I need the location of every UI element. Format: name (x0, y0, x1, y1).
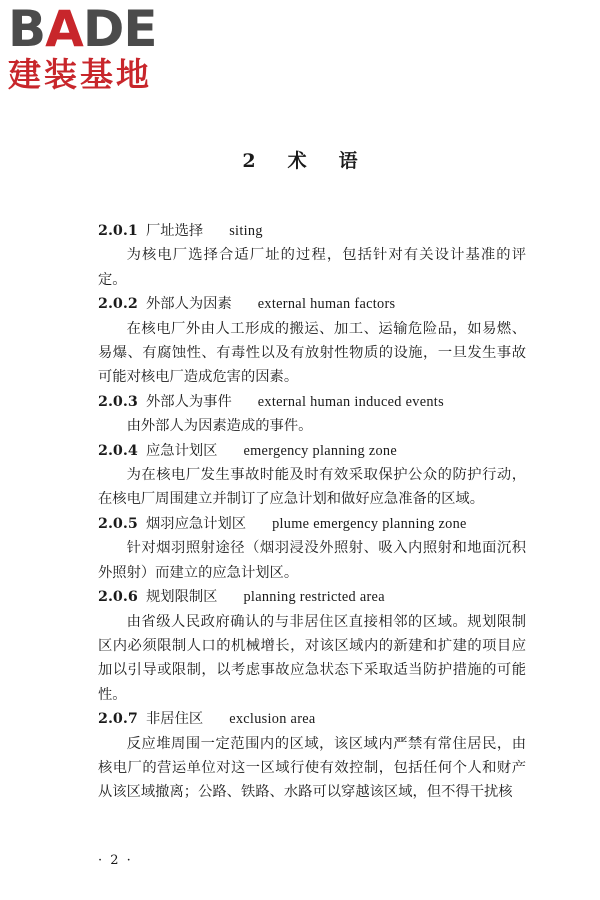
term-chinese: 应急计划区 (146, 442, 218, 459)
term-number: 2.0.2 (98, 296, 138, 313)
term-number: 2.0.4 (98, 442, 138, 459)
term-number: 2.0.7 (98, 711, 138, 728)
term-definition: 针对烟羽照射途径（烟羽浸没外照射、吸入内照射和地面沉积外照射）而建立的应急计划区。 (98, 540, 526, 581)
chapter-title-char-1: 术 (287, 150, 307, 172)
term-definition: 为在核电厂发生事故时能及时有效采取保护公众的防护行动，在核电厂周围建立并制订了应急计划和做好应急准备的区域。 (98, 467, 526, 508)
terms-list (98, 219, 526, 805)
term-entry (98, 292, 526, 390)
term-english: emergency planning zone (243, 442, 398, 459)
term-entry (98, 439, 526, 512)
term-chinese: 烟羽应急计划区 (146, 515, 247, 532)
bade-logo (8, 0, 176, 96)
page-number: · 2 · (98, 853, 133, 868)
term-heading (98, 707, 526, 731)
chapter-title-char-2: 语 (338, 150, 358, 172)
term-chinese: 厂址选择 (146, 223, 204, 239)
term-entry (98, 390, 526, 439)
term-english: exclusion area (229, 711, 316, 728)
term-chinese: 规划限制区 (146, 589, 218, 606)
term-heading (98, 512, 526, 536)
term-english: planning restricted area (243, 589, 385, 606)
term-chinese: 外部人为因素 (146, 296, 232, 313)
chapter-heading (0, 146, 600, 173)
chapter-number: 2 (242, 150, 256, 172)
term-heading (98, 585, 526, 609)
term-english: siting (229, 223, 263, 239)
term-number: 2.0.6 (98, 589, 138, 606)
term-heading (98, 292, 526, 316)
term-number: 2.0.3 (98, 393, 138, 410)
term-english: plume emergency planning zone (272, 515, 467, 532)
term-definition: 由外部人为因素造成的事件。 (126, 418, 313, 435)
term-chinese: 非居住区 (146, 711, 204, 728)
term-number: 2.0.1 (98, 223, 138, 239)
term-number: 2.0.5 (98, 515, 138, 532)
term-english: external human induced events (257, 393, 444, 410)
term-english: external human factors (257, 296, 396, 313)
term-entry (98, 707, 526, 805)
term-definition: 在核电厂外由人工形成的搬运、加工、运输危险品，如易燃、易爆、有腐蚀性、有毒性以及有放射性物质的设施，一旦发生事故可能对核电厂造成危害的因素。 (98, 320, 526, 386)
term-heading (98, 390, 526, 414)
term-definition: 为核电厂选择合适厂址的过程，包括针对有关设计基准的评定。 (98, 247, 526, 288)
logo-wordmark: BADE (8, 0, 157, 58)
term-heading (98, 219, 526, 243)
term-definition: 由省级人民政府确认的与非居住区直接相邻的区域。规划限制区内必须限制人口的机械增长，对该区域内的新建和扩建的项目应加以引导或限制，以考虑事故应急状态下采取适当防护措施的可能性。 (98, 613, 526, 703)
term-entry (98, 512, 526, 585)
term-entry (98, 585, 526, 707)
logo-subtitle: 建装基地 (8, 55, 152, 94)
term-entry (98, 219, 526, 292)
term-definition: 反应堆周围一定范围内的区域，该区域内严禁有常住居民，由核电厂的营运单位对这一区域行使有效控制，包括任何个人和财产从该区域撤离；公路、铁路、水路可以穿越该区域，但不得干扰核 (98, 735, 526, 801)
term-chinese: 外部人为事件 (146, 393, 232, 410)
term-heading (98, 439, 526, 463)
